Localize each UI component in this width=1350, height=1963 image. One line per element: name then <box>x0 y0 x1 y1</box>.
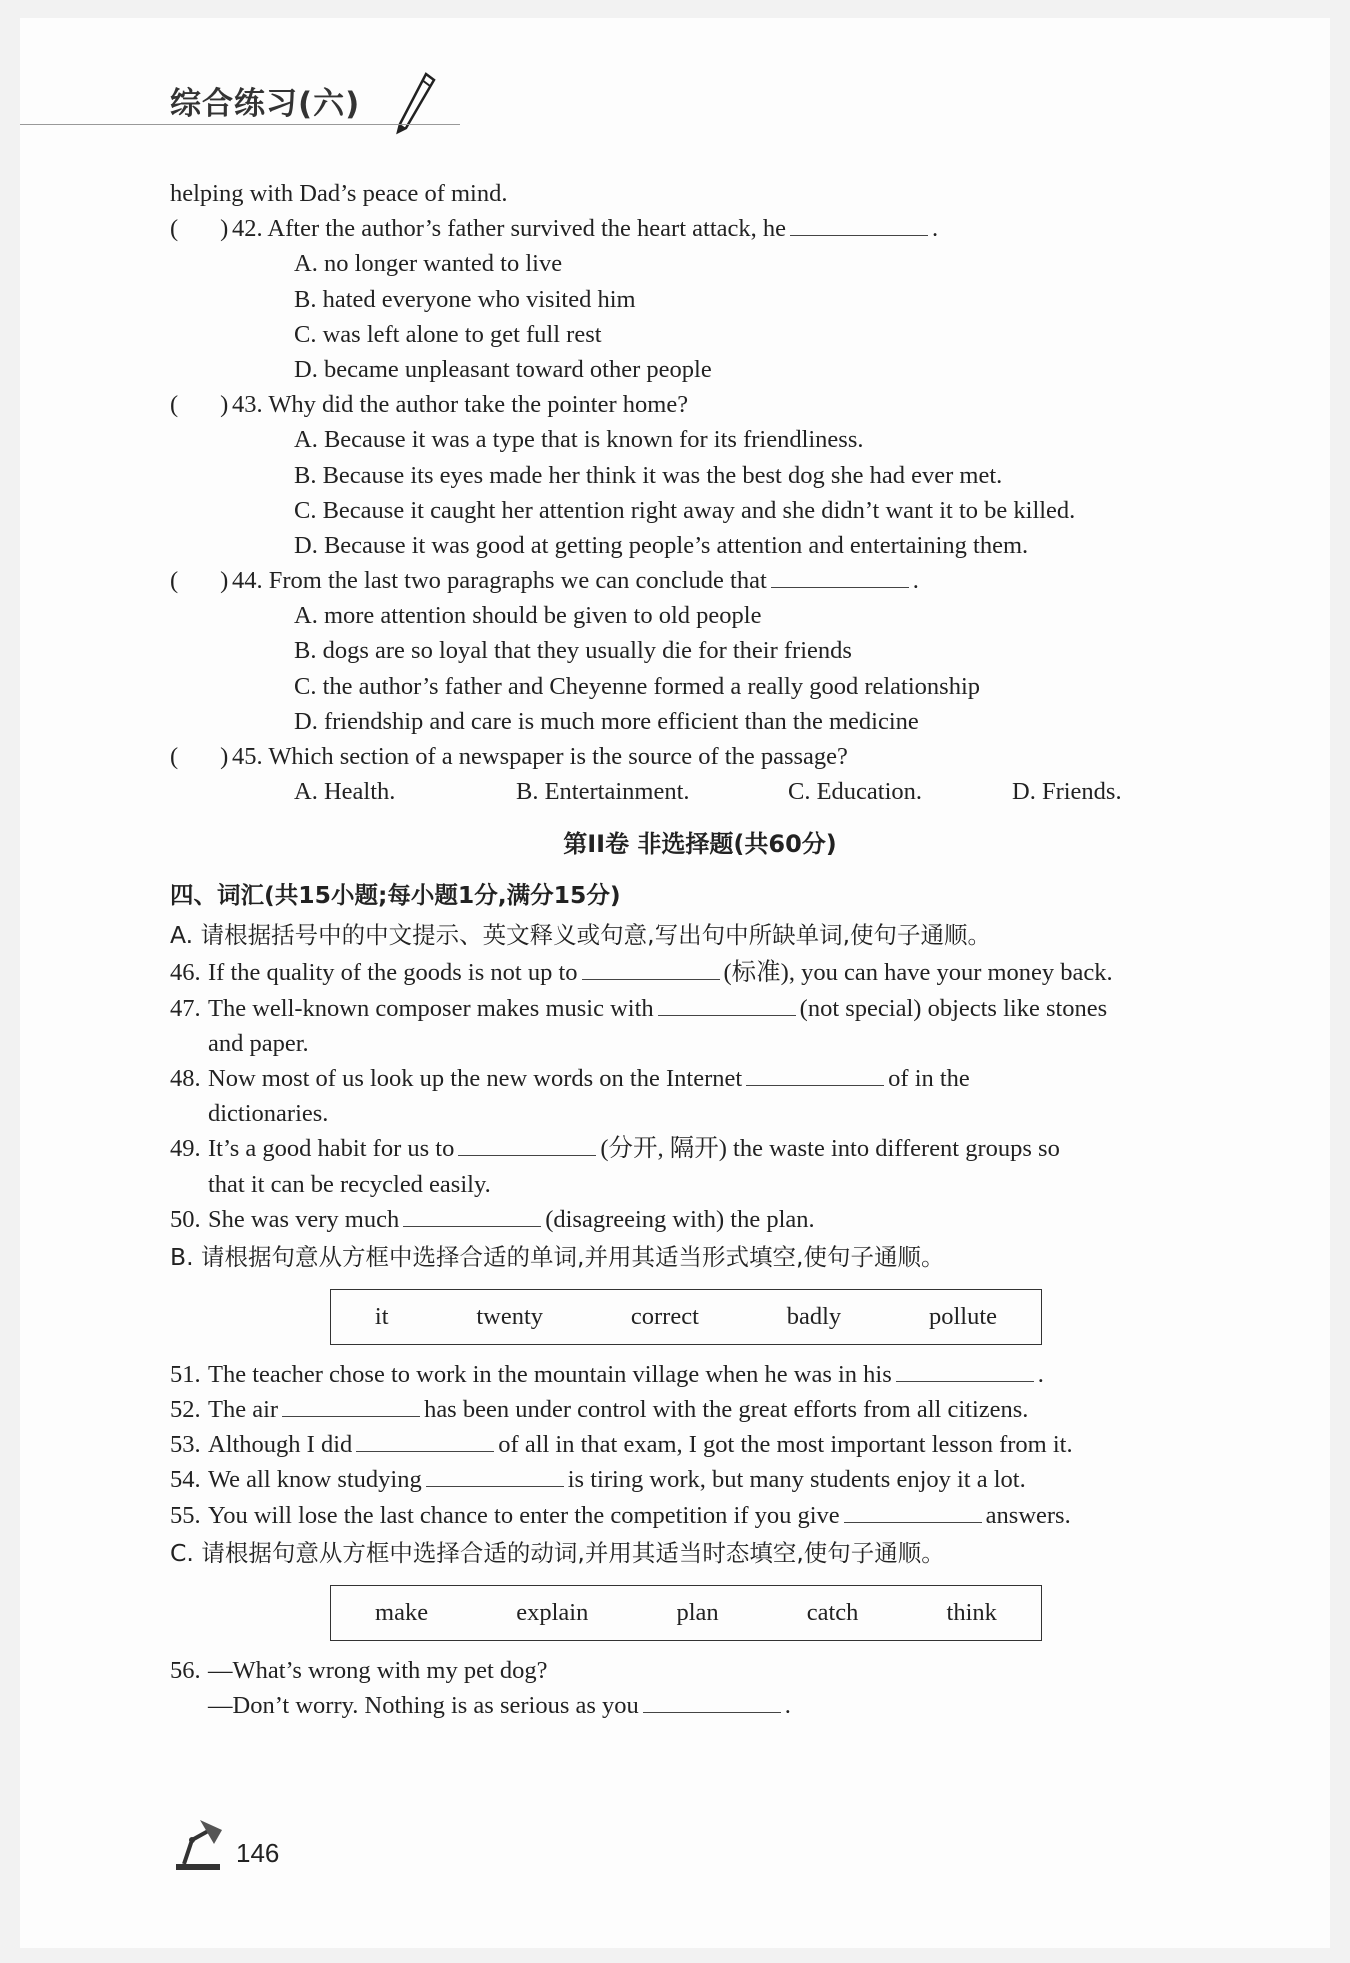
word-option: think <box>946 1598 997 1626</box>
instruction-a: A. 请根据括号中的中文提示、英文释义或句意,写出句中所缺单词,使句子通顺。 <box>170 921 992 950</box>
question-53: 53. Although I did of all in that exam, I got the most important lesson from it. <box>170 1427 1230 1462</box>
answer-bracket[interactable]: ( ) <box>170 743 229 770</box>
option: C. the author’s father and Cheyenne formed a really good relationship <box>294 672 981 700</box>
answer-bracket[interactable]: ( ) <box>170 567 229 595</box>
word-option: catch <box>806 1598 859 1626</box>
option: D. friendship and care is much more efficient than the medicine <box>294 707 919 735</box>
question-52: 52. The air has been under control with the great efforts from all citizens. <box>170 1392 1230 1427</box>
answer-blank[interactable] <box>356 1427 494 1452</box>
question-number: 43. <box>232 391 263 419</box>
question-stem: After the author’s father survived the heart attack, he <box>267 215 786 243</box>
question-49: 49. It’s a good habit for us to (分开, 隔开) the waste into different groups so <box>170 1131 1230 1166</box>
answer-blank[interactable] <box>746 1061 884 1086</box>
question-47: 47. The well-known composer makes music with (not special) objects like stones <box>170 991 1230 1026</box>
pen-icon <box>392 72 438 138</box>
option: A. Health. <box>294 778 396 806</box>
word-option: correct <box>630 1302 699 1330</box>
page-number: 146 <box>236 1838 280 1868</box>
question-55: 55. You will lose the last chance to enter the competition if you give answers. <box>170 1498 1230 1533</box>
word-option: badly <box>786 1302 842 1330</box>
question-stem: From the last two paragraphs we can conclude that <box>268 567 767 595</box>
option: B. Entertainment. <box>516 778 690 806</box>
word-option: twenty <box>476 1302 544 1330</box>
question-49-cont: that it can be recycled easily. <box>208 1170 491 1198</box>
option: D. Friends. <box>1012 778 1122 806</box>
question-54: 54. We all know studying is tiring work, but many students enjoy it a lot. <box>170 1462 1230 1497</box>
option: B. dogs are so loyal that they usually die for their friends <box>294 637 852 665</box>
option: A. no longer wanted to live <box>294 250 563 278</box>
answer-blank[interactable] <box>771 563 909 588</box>
answer-blank[interactable] <box>790 211 928 236</box>
question-44: ( ) 44. From the last two paragraphs we can conclude that . <box>170 563 1230 598</box>
option: A. more attention should be given to old people <box>294 602 762 630</box>
word-box-b <box>330 1289 1042 1345</box>
question-48-cont: dictionaries. <box>208 1100 329 1128</box>
intro-line: helping with Dad’s peace of mind. <box>170 180 508 207</box>
question-45 <box>170 739 1230 774</box>
answer-blank[interactable] <box>458 1131 596 1156</box>
word-option: plan <box>676 1598 719 1626</box>
answer-blank[interactable] <box>844 1498 982 1523</box>
answer-blank[interactable] <box>282 1392 420 1417</box>
option: B. Because its eyes made her think it was the best dog she had ever met. <box>294 461 1003 489</box>
question-number: 42. <box>232 215 263 243</box>
question-51: 51. The teacher chose to work in the mountain village when he was in his . <box>170 1357 1230 1392</box>
header-rule <box>20 124 460 125</box>
word-option: it <box>374 1302 389 1330</box>
question-50: 50. She was very much (disagreeing with) the plan. <box>170 1202 1230 1237</box>
word-option: make <box>375 1598 429 1626</box>
section-title: 第II卷 非选择题(共60分) <box>563 830 837 859</box>
option: D. became unpleasant toward other people <box>294 355 712 383</box>
question-56-cont: —Don’t worry. Nothing is as serious as you . <box>170 1688 1230 1723</box>
option: C. Because it caught her attention right away and she didn’t want it to be killed. <box>294 496 1076 524</box>
page-header-title: 综合练习(六) <box>170 86 361 122</box>
option: A. Because it was a type that is known for its friendliness. <box>294 426 864 454</box>
question-stem: Why did the author take the pointer home? <box>268 391 689 419</box>
instruction-b: B. 请根据句意从方框中选择合适的单词,并用其适当形式填空,使句子通顺。 <box>170 1242 945 1271</box>
option: C. was left alone to get full rest <box>294 320 602 348</box>
question-47-cont: and paper. <box>208 1029 309 1057</box>
question-56: 56. —What’s wrong with my pet dog? <box>170 1656 548 1684</box>
word-box-c <box>330 1585 1042 1641</box>
page-content <box>170 176 1230 1723</box>
answer-blank[interactable] <box>658 991 796 1016</box>
answer-blank[interactable] <box>643 1688 781 1713</box>
part-title: 四、词汇(共15小题;每小题1分,满分15分) <box>170 881 621 910</box>
options-row <box>170 774 1230 809</box>
question-number: 45. <box>232 743 263 770</box>
instruction-c: C. 请根据句意从方框中选择合适的动词,并用其适当时态填空,使句子通顺。 <box>170 1538 945 1567</box>
option: D. Because it was good at getting people’s attention and entertaining them. <box>294 531 1029 559</box>
question-42: ( ) 42. After the author’s father survived the heart attack, he . <box>170 211 1230 246</box>
answer-blank[interactable] <box>426 1462 564 1487</box>
option: B. hated everyone who visited him <box>294 285 636 313</box>
answer-blank[interactable] <box>582 955 720 980</box>
answer-blank[interactable] <box>896 1357 1034 1382</box>
answer-bracket[interactable]: ( ) <box>170 215 229 243</box>
question-number: 44. <box>232 567 263 595</box>
option: C. Education. <box>788 778 923 806</box>
question-48: 48. Now most of us look up the new words on the Internet of in the <box>170 1061 1230 1096</box>
word-option: explain <box>516 1598 589 1626</box>
question-46: 46. If the quality of the goods is not up to (标准), you can have your money back. <box>170 955 1230 990</box>
answer-blank[interactable] <box>403 1202 541 1227</box>
question-43 <box>170 387 1230 422</box>
answer-bracket[interactable]: ( ) <box>170 391 229 419</box>
word-option: pollute <box>928 1302 998 1330</box>
question-stem: Which section of a newspaper is the source of the passage? <box>268 743 848 770</box>
desk-lamp-icon <box>170 1816 226 1872</box>
